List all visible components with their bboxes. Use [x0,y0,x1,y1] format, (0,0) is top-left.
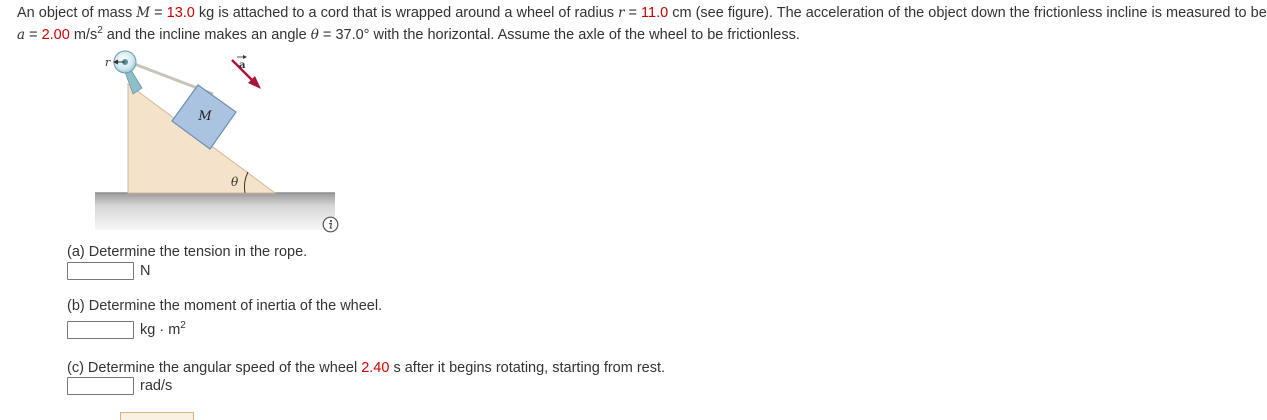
part-c-question [67,360,665,376]
incline-figure [95,50,335,230]
part-b-question: (b) Determine the moment of inertia of the wheel. [67,298,383,314]
mass-variable: M [136,5,151,21]
moment-of-inertia-input[interactable] [67,321,134,339]
part-a-question: (a) Determine the tension in the rope. [67,244,308,260]
angle-label: θ [231,175,239,189]
angular-speed-unit: rad/s [140,378,173,394]
angle-value: 37.0° [335,27,370,43]
ground [95,193,335,230]
angle-variable: θ [310,27,319,43]
problem-text: cm (see figure). The acceleration of the object down the frictionless incline is measured to be [668,5,1267,21]
question-text: s after it begins rotating, starting from rest. [389,360,666,376]
unit-base: kg · m [140,322,181,338]
unit-exponent: 2 [180,320,186,331]
radius-label: r [105,56,111,69]
tension-input[interactable] [67,262,134,280]
part-c [67,360,666,394]
problem-text: and the incline makes an angle [102,27,311,43]
radius-value: 11.0 [641,5,669,21]
acceleration-value: 2.00 [41,27,70,43]
acceleration-label: a [239,60,246,71]
time-value: 2.40 [361,360,390,376]
info-icon[interactable] [322,216,339,233]
problem-text: kg is attached to a cord that is wrapped around a wheel of radius [194,5,619,21]
block-label: M [198,109,212,124]
problem-text: An object of mass [17,5,137,21]
question-text: (c) Determine the angular speed of the wheel [67,360,362,376]
part-b [67,298,383,338]
problem-line-1 [17,2,1267,24]
vector-mark-head [243,55,247,59]
part-b-answer-row [67,321,186,339]
equals: = [25,27,42,43]
moment-of-inertia-unit [140,322,186,338]
radius-variable: r [618,5,625,21]
part-a-answer-row [67,262,150,280]
mass-value: 13.0 [166,5,195,21]
equals: = [150,5,167,21]
unit-exponent: 2 [97,25,103,36]
problem-line-2 [17,24,1197,46]
angular-speed-input[interactable] [67,377,134,395]
acceleration-unit: m/s [69,27,98,43]
equals: = [318,27,336,43]
part-a [67,244,308,279]
part-c-answer-row [67,377,172,395]
tension-unit: N [140,263,151,279]
next-button-stub[interactable] [120,412,194,420]
problem-statement [17,2,1267,46]
problem-text: with the horizontal. Assume the axle of the wheel to be frictionless. [369,27,800,43]
equals: = [624,5,642,21]
acceleration-variable: a [17,27,26,43]
